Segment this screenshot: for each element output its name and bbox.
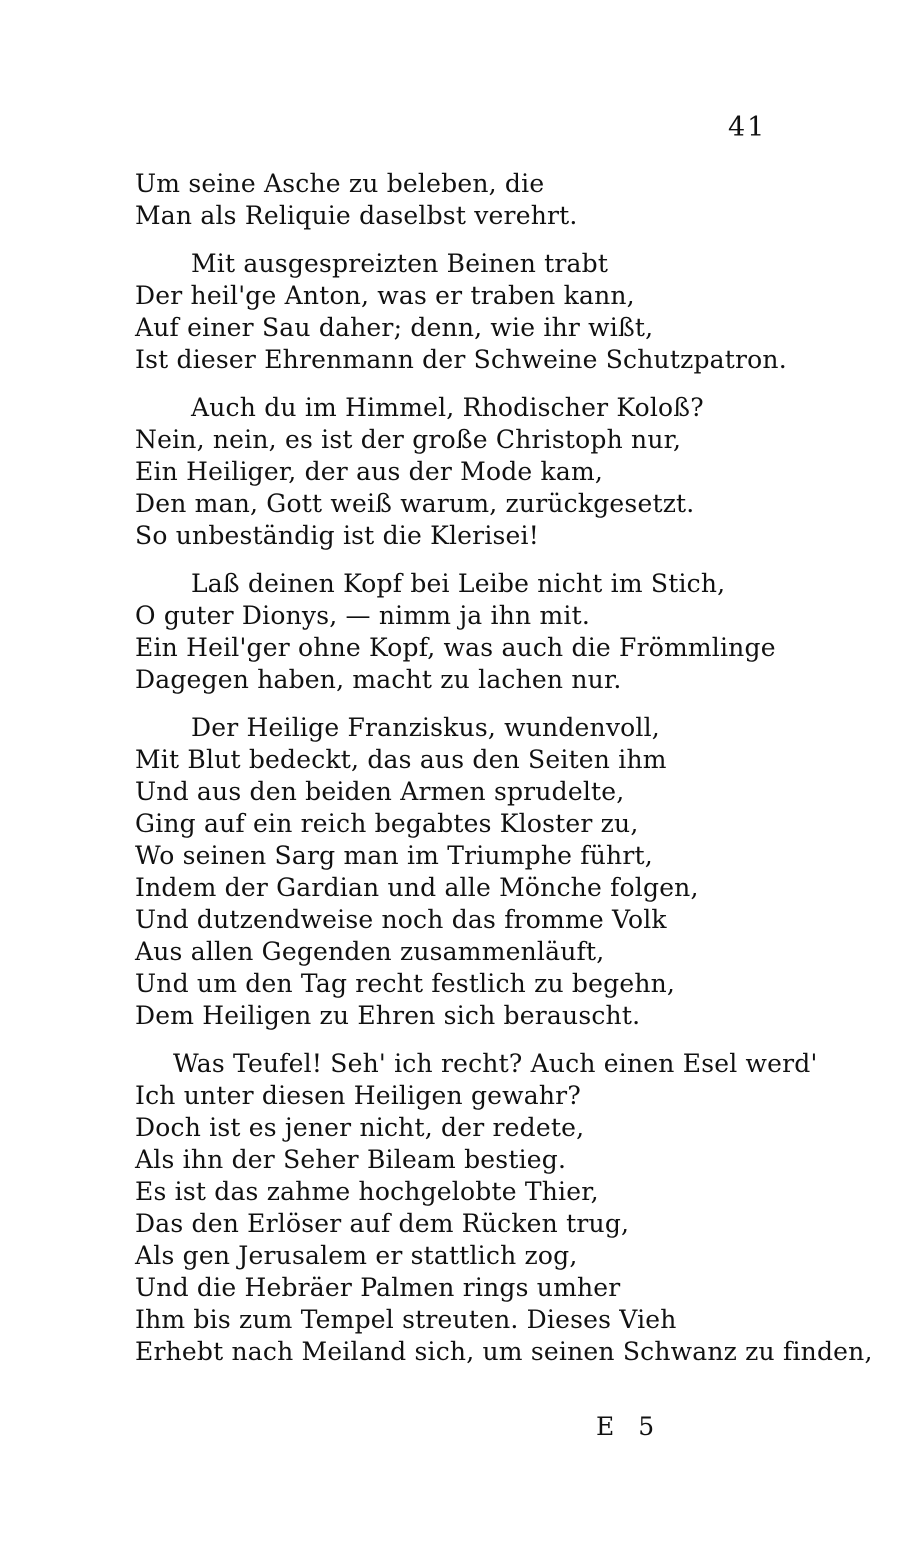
verse-line: Wo seinen Sarg man im Triumphe führt, bbox=[135, 841, 653, 870]
verse-line: Auf einer Sau daher; denn, wie ihr wißt, bbox=[135, 313, 654, 342]
stanza-2 bbox=[135, 248, 815, 376]
stanza-4 bbox=[135, 568, 815, 696]
stanza-6 bbox=[135, 1048, 873, 1368]
verse-line: Es ist das zahme hochgelobte Thier, bbox=[135, 1177, 599, 1206]
verse-line: Um seine Asche zu beleben, die bbox=[135, 169, 545, 198]
verse-line: Laß deinen Kopf bei Leibe nicht im Stich, bbox=[191, 569, 726, 598]
verse-line: Und aus den beiden Armen sprudelte, bbox=[135, 777, 625, 806]
verse-line: Den man, Gott weiß warum, zurückgesetzt. bbox=[135, 489, 695, 518]
verse-line: Ich unter diesen Heiligen gewahr? bbox=[135, 1081, 581, 1110]
verse-line: Der Heilige Franziskus, wundenvoll, bbox=[191, 713, 660, 742]
verse-line: Mit Blut bedeckt, das aus den Seiten ihm bbox=[135, 745, 667, 774]
verse-line: Als ihn der Seher Bileam bestieg. bbox=[135, 1145, 567, 1174]
verse-line: Was Teufel! Seh' ich recht? Auch einen Esel werd' bbox=[173, 1049, 818, 1078]
verse-line: Mit ausgespreizten Beinen trabt bbox=[191, 249, 609, 278]
verse-line: Ein Heil'ger ohne Kopf, was auch die Frömmlinge bbox=[135, 633, 776, 662]
verse-line: Aus allen Gegenden zusammenläuft, bbox=[135, 937, 605, 966]
verse-line: Man als Reliquie daselbst verehrt. bbox=[135, 201, 578, 230]
verse-line: Ein Heiliger, der aus der Mode kam, bbox=[135, 457, 604, 486]
verse-line: Und die Hebräer Palmen rings umher bbox=[135, 1273, 621, 1302]
verse-line: Auch du im Himmel, Rhodischer Koloß? bbox=[191, 393, 704, 422]
verse-line: Als gen Jerusalem er stattlich zog, bbox=[135, 1241, 578, 1270]
poem-text bbox=[135, 168, 873, 1384]
verse-line: Erhebt nach Meiland sich, um seinen Schwanz zu finden, bbox=[135, 1337, 873, 1366]
verse-line: Dagegen haben, macht zu lachen nur. bbox=[135, 665, 622, 694]
stanza-3 bbox=[135, 392, 815, 552]
verse-line: So unbeständig ist die Klerisei! bbox=[135, 521, 539, 550]
verse-line: Indem der Gardian und alle Mönche folgen, bbox=[135, 873, 699, 902]
stanza-5 bbox=[135, 712, 815, 1032]
verse-line: Das den Erlöser auf dem Rücken trug, bbox=[135, 1209, 630, 1238]
stanza-1 bbox=[135, 168, 815, 232]
verse-line: Der heil'ge Anton, was er traben kann, bbox=[135, 281, 635, 310]
verse-line: Und um den Tag recht festlich zu begehn, bbox=[135, 969, 676, 998]
verse-line: Doch ist es jener nicht, der redete, bbox=[135, 1113, 585, 1142]
verse-line: O guter Dionys, — nimm ja ihn mit. bbox=[135, 601, 590, 630]
verse-line: Nein, nein, es ist der große Christoph nur, bbox=[135, 425, 682, 454]
verse-line: Ihm bis zum Tempel streuten. Dieses Vieh bbox=[135, 1305, 677, 1334]
page-number: 41 bbox=[728, 112, 767, 143]
verse-line: Dem Heiligen zu Ehren sich berauscht. bbox=[135, 1001, 641, 1030]
verse-line: Ging auf ein reich begabtes Kloster zu, bbox=[135, 809, 639, 838]
verse-line: Ist dieser Ehrenmann der Schweine Schutzpatron. bbox=[135, 345, 787, 374]
signature-mark: E 5 bbox=[596, 1412, 663, 1441]
verse-line: Und dutzendweise noch das fromme Volk bbox=[135, 905, 667, 934]
